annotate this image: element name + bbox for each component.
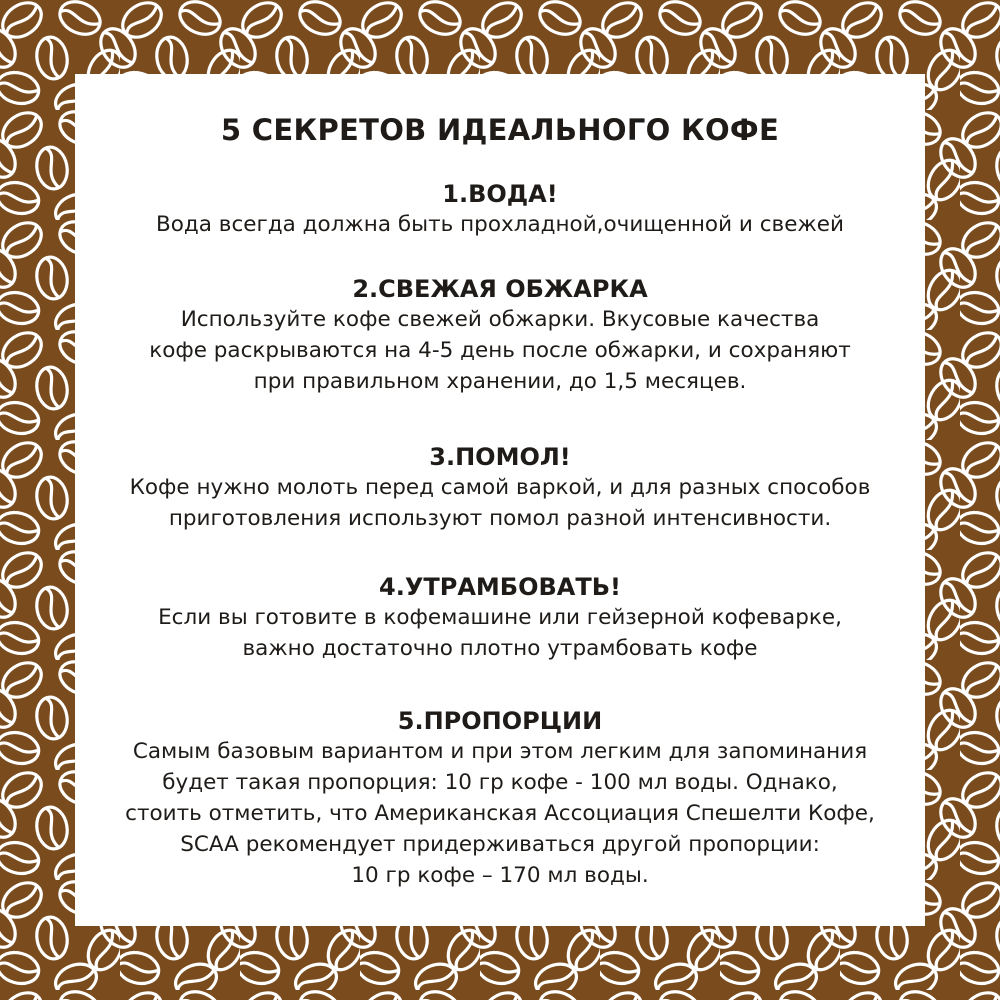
section-tamp bbox=[75, 572, 925, 664]
section-text-line: Вода всегда должна быть прохладной,очищенной и свежей bbox=[156, 212, 844, 237]
section-proportions bbox=[75, 706, 925, 891]
section-heading: 2.СВЕЖАЯ ОБЖАРКА bbox=[352, 275, 648, 303]
section-text-line: будет такая пропорция: 10 гр кофе - 100 мл воды. Однако, bbox=[162, 770, 838, 795]
section-water bbox=[75, 179, 925, 240]
section-text-line: Кофе нужно молоть перед самой варкой, и для разных способов bbox=[129, 475, 871, 500]
section-heading: 3.ПОМОЛ! bbox=[429, 443, 571, 471]
section-text-line: SCAA рекомендует придерживаться другой пропорции: bbox=[180, 832, 820, 857]
section-grind bbox=[75, 442, 925, 534]
page-title: 5 СЕКРЕТОВ ИДЕАЛЬНОГО КОФЕ bbox=[220, 113, 780, 147]
section-heading: 4.УТРАМБОВАТЬ! bbox=[379, 573, 621, 601]
section-text-line: стоить отметить, что Американская Ассоциация Спешелти Кофе, bbox=[125, 801, 875, 826]
content-card bbox=[75, 74, 925, 926]
section-heading: 1.ВОДА! bbox=[442, 180, 558, 208]
section-text-line: кофе раскрываются на 4-5 день после обжарки, и сохраняют bbox=[149, 338, 851, 363]
section-text-line: Самым базовым вариантом и при этом легким для запоминания bbox=[132, 739, 868, 764]
section-text-line: приготовления используют помол разной интенсивности. bbox=[168, 506, 832, 531]
section-heading: 5.ПРОПОРЦИИ bbox=[397, 707, 603, 735]
section-text-line: Если вы готовите в кофемашине или гейзерной кофеварке, bbox=[158, 605, 842, 630]
section-text-line: Используйте кофе свежей обжарки. Вкусовые качества bbox=[180, 307, 820, 332]
section-fresh-roast bbox=[75, 274, 925, 397]
section-text-line: важно достаточно плотно утрамбовать кофе bbox=[242, 636, 758, 661]
section-text-line: 10 гр кофе – 170 мл воды. bbox=[351, 863, 649, 888]
section-text-line: при правильном хранении, до 1,5 месяцев. bbox=[253, 369, 747, 394]
